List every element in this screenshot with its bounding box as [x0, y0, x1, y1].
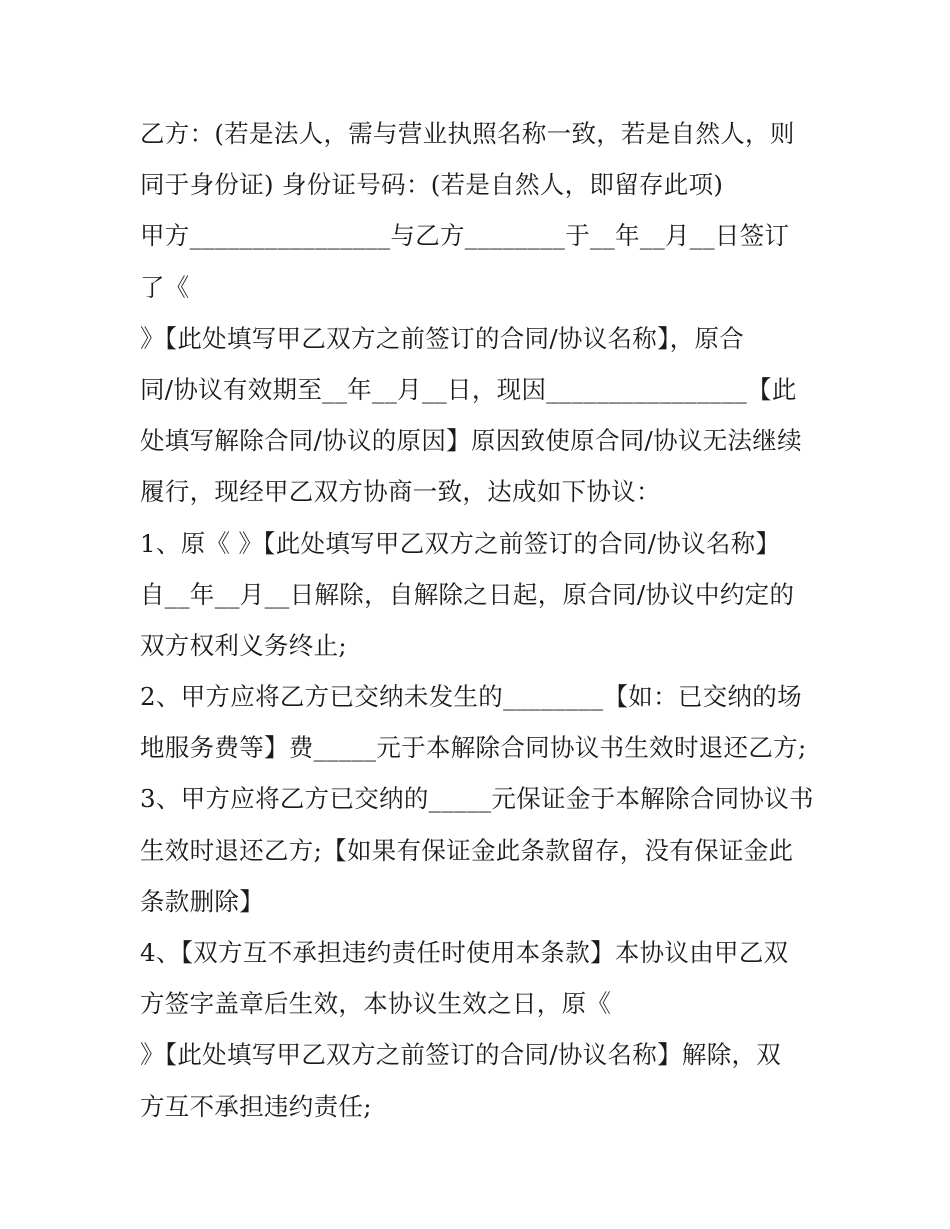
validity-line: 同/协议有效期至__年__月__日，现因________________【此: [140, 374, 797, 404]
agreement-intro-line: 履行，现经甲乙双方协商一致，达成如下协议：: [140, 477, 661, 507]
clause-2-line-2: 地服务费等】费_____元于本解除合同协议书生效时退还乙方;: [140, 733, 807, 763]
clause-4-line-1: 4、【双方互不承担违约责任时使用本条款】本协议由甲乙双: [140, 938, 789, 967]
clause-3-line-2: 生效时退还乙方;【如果有保证金此条款留存，没有保证金此: [140, 835, 794, 865]
contract-title-close-line: 》【此处填写甲乙双方之前签订的合同/协议名称】，原合: [140, 323, 745, 353]
clause-1-line-2: 自__年__月__日解除，自解除之日起，原合同/协议中约定的: [140, 579, 795, 609]
contract-title-open-line: 了《: [140, 272, 190, 302]
clause-1-line-1: 1、原《 》【此处填写甲乙双方之前签订的合同/协议名称】: [140, 528, 781, 558]
party-b-line: 乙方：(若是法人，需与营业执照名称一致，若是自然人，则: [140, 119, 795, 148]
clause-1-line-3: 双方权利义务终止;: [140, 630, 347, 660]
document-body: [140, 108, 820, 1132]
clause-4-line-2: 方签字盖章后生效，本协议生效之日，原《: [140, 989, 612, 1019]
clause-4-line-3: 》【此处填写甲乙双方之前签订的合同/协议名称】解除，双: [140, 1040, 782, 1070]
id-number-line: 同于身份证) 身份证号码：(若是自然人，即留存此项): [140, 170, 724, 200]
reason-line: 处填写解除合同/协议的原因】原因致使原合同/协议无法继续: [140, 426, 802, 456]
clause-3-line-1: 3、甲方应将乙方已交纳的_____元保证金于本解除合同协议书: [140, 784, 814, 814]
clause-2-line-1: 2、甲方应将乙方已交纳未发生的________【如：已交纳的场: [140, 682, 802, 712]
signing-line: 甲方________________与乙方________于__年__月__日签订: [140, 221, 790, 251]
clause-4-line-4: 方互不承担违约责任;: [140, 1091, 372, 1121]
clause-3-line-3: 条款删除】: [140, 886, 264, 916]
